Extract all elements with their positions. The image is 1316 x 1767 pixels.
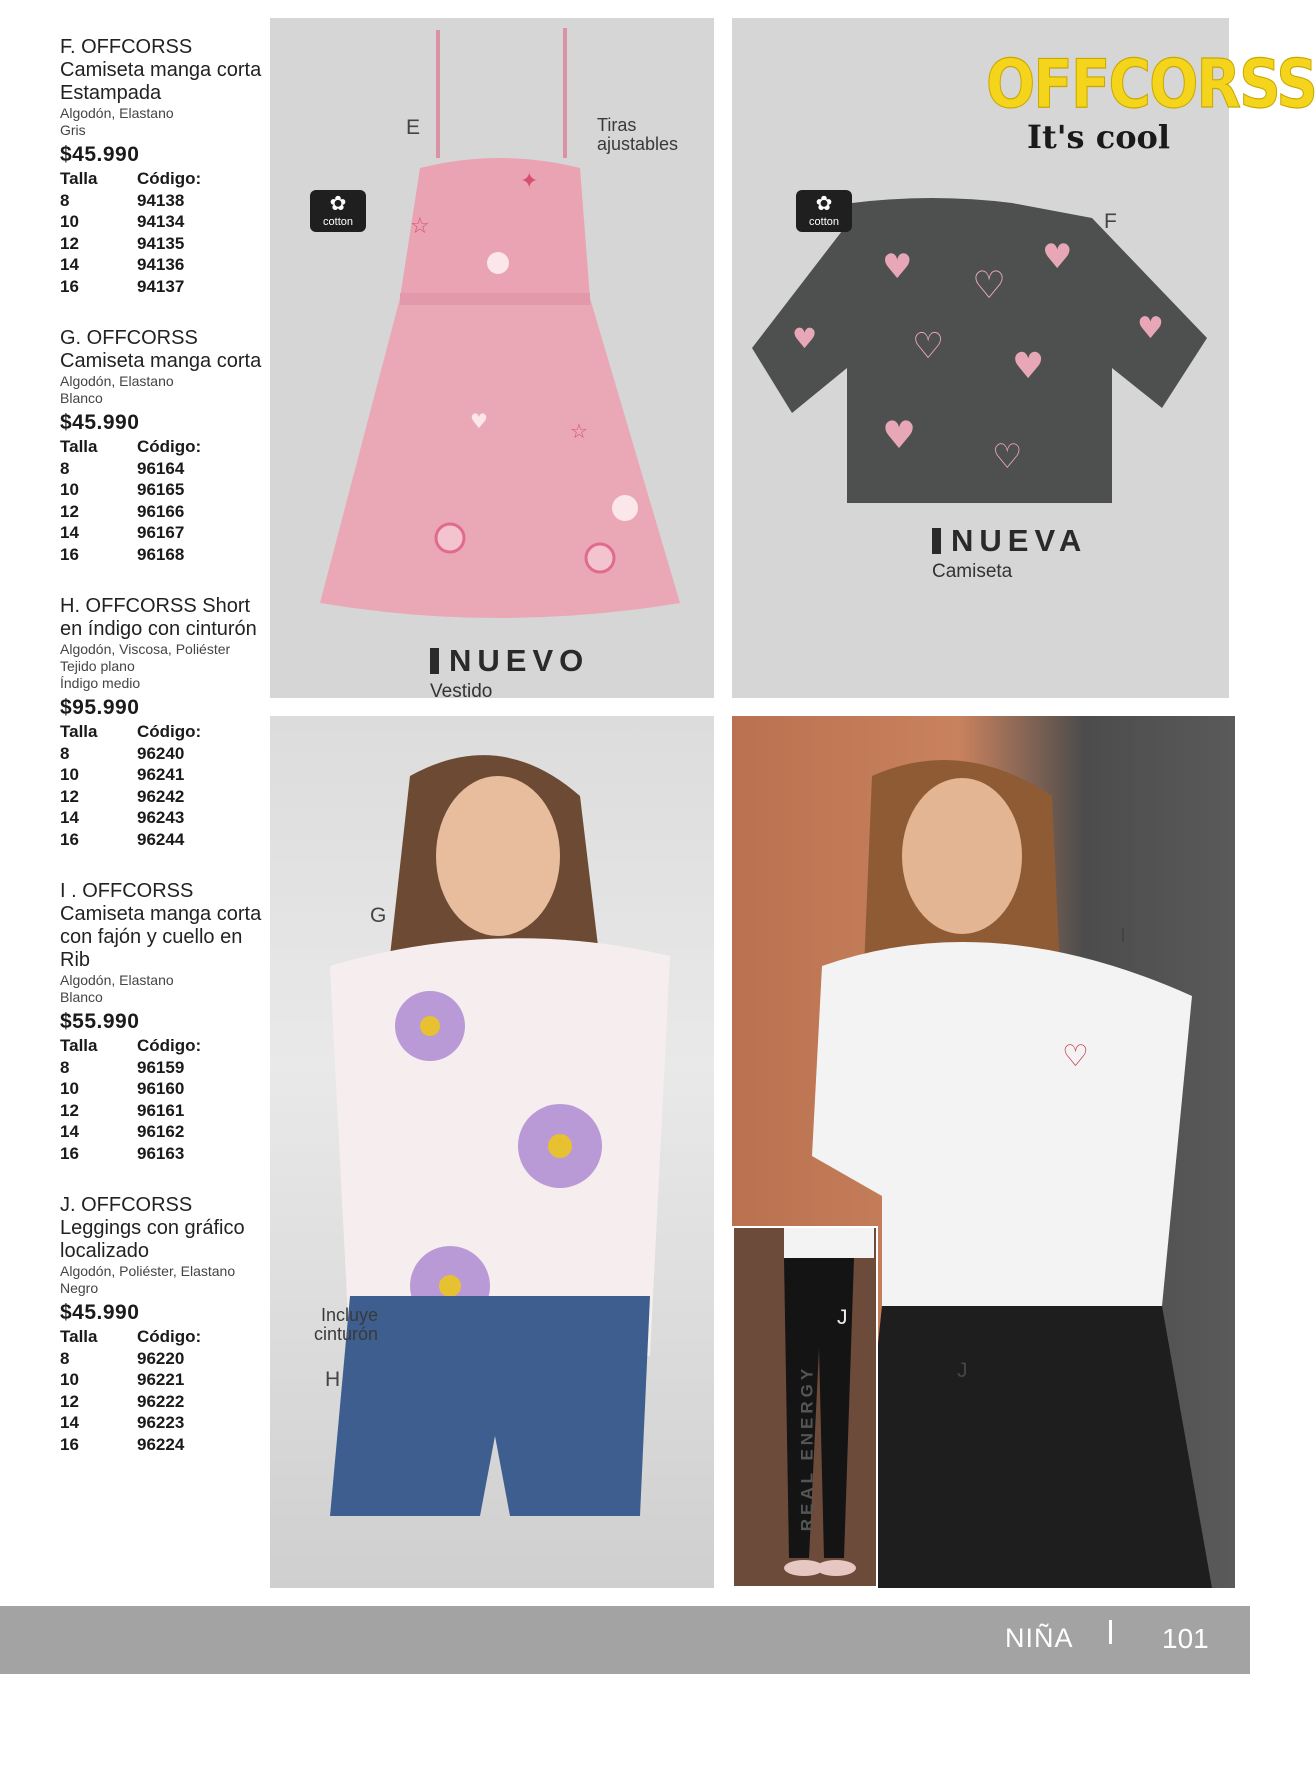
- table-row: 12 94135: [60, 233, 185, 253]
- cotton-icon: ✿: [815, 193, 833, 215]
- tag-bar: [932, 528, 941, 554]
- table-row: 16 94137: [60, 276, 185, 296]
- size-header: Talla: [60, 169, 98, 188]
- svg-text:☆: ☆: [410, 214, 430, 239]
- product-material: Algodón, Elastano: [60, 105, 174, 121]
- svg-text:♥: ♥: [792, 322, 818, 355]
- svg-text:♥: ♥: [1012, 346, 1045, 387]
- product-name: J. OFFCORSS Leggings con gráfico localizado: [60, 1194, 245, 1262]
- leggings-inset-photo: [732, 1226, 878, 1588]
- table-row: 12 96222: [60, 1391, 185, 1411]
- size-table: [60, 436, 201, 565]
- svg-text:♥: ♥: [882, 413, 917, 457]
- table-row: 14 96243: [60, 808, 185, 827]
- new-tag: [430, 643, 589, 703]
- size-table: [60, 721, 201, 850]
- svg-text:♥: ♥: [882, 247, 913, 287]
- svg-text:✦: ✦: [520, 169, 539, 194]
- table-row: 10 96221: [60, 1370, 185, 1389]
- code-header: Código:: [137, 437, 202, 456]
- product-color: Blanco: [60, 390, 103, 406]
- brand-slogan: It's cool: [1027, 118, 1171, 156]
- size-table: [60, 1326, 201, 1455]
- table-row: 10 96160: [60, 1079, 185, 1098]
- dress-panel: [270, 18, 714, 702]
- code-header: Código:: [137, 722, 202, 741]
- table-row: 16 96244: [60, 829, 185, 849]
- table-row: 12 96166: [60, 501, 185, 521]
- product-letter-j-inset: J: [837, 1306, 848, 1329]
- table-row: 14 94136: [60, 255, 185, 274]
- table-row: 10 94134: [60, 212, 185, 231]
- product-letter-h: H: [325, 1368, 341, 1391]
- table-row: 16 96224: [60, 1434, 185, 1454]
- belt-included-note: Incluye cinturón: [313, 1305, 378, 1344]
- product-material: Algodón, Elastano: [60, 373, 174, 389]
- table-row: 14 96223: [60, 1413, 185, 1432]
- product-price: $45.990: [60, 143, 140, 166]
- product-letter-j: J: [957, 1359, 968, 1382]
- brand-logo: OFFCORSS: [986, 44, 1316, 124]
- product-price: $55.990: [60, 1010, 140, 1033]
- product-letter-f: F: [1104, 210, 1117, 233]
- product-h: [60, 595, 265, 850]
- product-f: [60, 36, 265, 297]
- size-table: [60, 168, 201, 297]
- model-photo-g: [270, 716, 714, 1588]
- tag-title: NUEVA: [951, 523, 1088, 558]
- product-material: Algodón, Poliéster, Elastano: [60, 1263, 236, 1279]
- product-material: Algodón, Viscosa, Poliéster: [60, 641, 231, 657]
- product-i: [60, 880, 265, 1164]
- product-price: $45.990: [60, 411, 140, 434]
- product-color: Negro: [60, 1280, 99, 1296]
- product-letter-g: G: [370, 904, 387, 927]
- product-name: G. OFFCORSS Camiseta manga corta: [60, 327, 262, 372]
- svg-text:♡: ♡: [972, 263, 1007, 307]
- table-row: 12 96242: [60, 786, 185, 806]
- table-row: 14 96162: [60, 1122, 185, 1141]
- product-price: $45.990: [60, 1301, 140, 1324]
- cotton-badge: ✿ cotton: [796, 190, 852, 232]
- product-name: I . OFFCORSS Camiseta manga corta con fajón y cuello en Rib: [60, 880, 262, 971]
- product-material: Algodón, Elastano: [60, 972, 174, 988]
- table-row: 8 96159: [60, 1057, 185, 1077]
- svg-text:♥: ♥: [470, 409, 488, 433]
- table-row: 16 96168: [60, 544, 185, 564]
- size-header: Talla: [60, 437, 98, 456]
- table-row: 10 96165: [60, 480, 185, 499]
- code-header: Código:: [137, 1327, 202, 1346]
- svg-text:♥: ♥: [1137, 311, 1164, 346]
- product-color: Blanco: [60, 989, 103, 1005]
- product-list: [60, 36, 265, 1485]
- table-row: 10 96241: [60, 765, 185, 784]
- size-table: [60, 1035, 201, 1164]
- cotton-badge: ✿ cotton: [310, 190, 366, 232]
- tag-bar: [430, 648, 439, 674]
- footer-separator: [1109, 1620, 1112, 1644]
- footer-bar: [0, 1606, 1250, 1674]
- svg-text:♡: ♡: [1062, 1039, 1089, 1074]
- table-row: 8 96164: [60, 458, 185, 478]
- model-g-image: [270, 716, 714, 1588]
- cotton-icon: ✿: [329, 193, 347, 215]
- size-header: Talla: [60, 722, 98, 741]
- new-tag: [932, 523, 1087, 583]
- svg-text:♥: ♥: [1042, 237, 1073, 277]
- table-row: 8 96240: [60, 743, 185, 763]
- section-name: NIÑA: [1005, 1623, 1074, 1653]
- table-row: 8 96220: [60, 1348, 185, 1368]
- size-header: Talla: [60, 1036, 98, 1055]
- product-name: H. OFFCORSS Short en índigo con cinturón: [60, 595, 257, 640]
- adjustable-straps-note: Tiras ajustables: [597, 115, 679, 154]
- size-header: Talla: [60, 1327, 98, 1346]
- leggings-print-text: REAL ENERGY: [797, 1364, 817, 1532]
- table-row: 12 96161: [60, 1100, 185, 1120]
- code-header: Código:: [137, 169, 202, 188]
- svg-text:☆: ☆: [570, 419, 588, 443]
- code-header: Código:: [137, 1036, 202, 1055]
- product-letter-e: E: [406, 116, 421, 139]
- product-j: [60, 1194, 265, 1455]
- product-name: F. OFFCORSS Camiseta manga corta Estampada: [60, 36, 262, 104]
- table-row: 14 96167: [60, 523, 185, 542]
- product-letter-i: I: [1120, 924, 1126, 947]
- tag-subtitle: Camiseta: [932, 561, 1013, 582]
- page-number: 101: [1162, 1623, 1209, 1654]
- product-g: [60, 327, 265, 565]
- product-color: Gris: [60, 122, 86, 138]
- tag-subtitle: Vestido: [430, 681, 493, 702]
- table-row: 16 96163: [60, 1143, 185, 1163]
- svg-text:♡: ♡: [992, 437, 1023, 477]
- tag-title: NUEVO: [449, 643, 590, 678]
- product-price: $95.990: [60, 696, 140, 719]
- svg-text:♡: ♡: [912, 326, 945, 367]
- table-row: 8 94138: [60, 190, 185, 210]
- product-color: Índigo medio: [60, 675, 141, 691]
- product-fabric: Tejido plano: [60, 658, 135, 674]
